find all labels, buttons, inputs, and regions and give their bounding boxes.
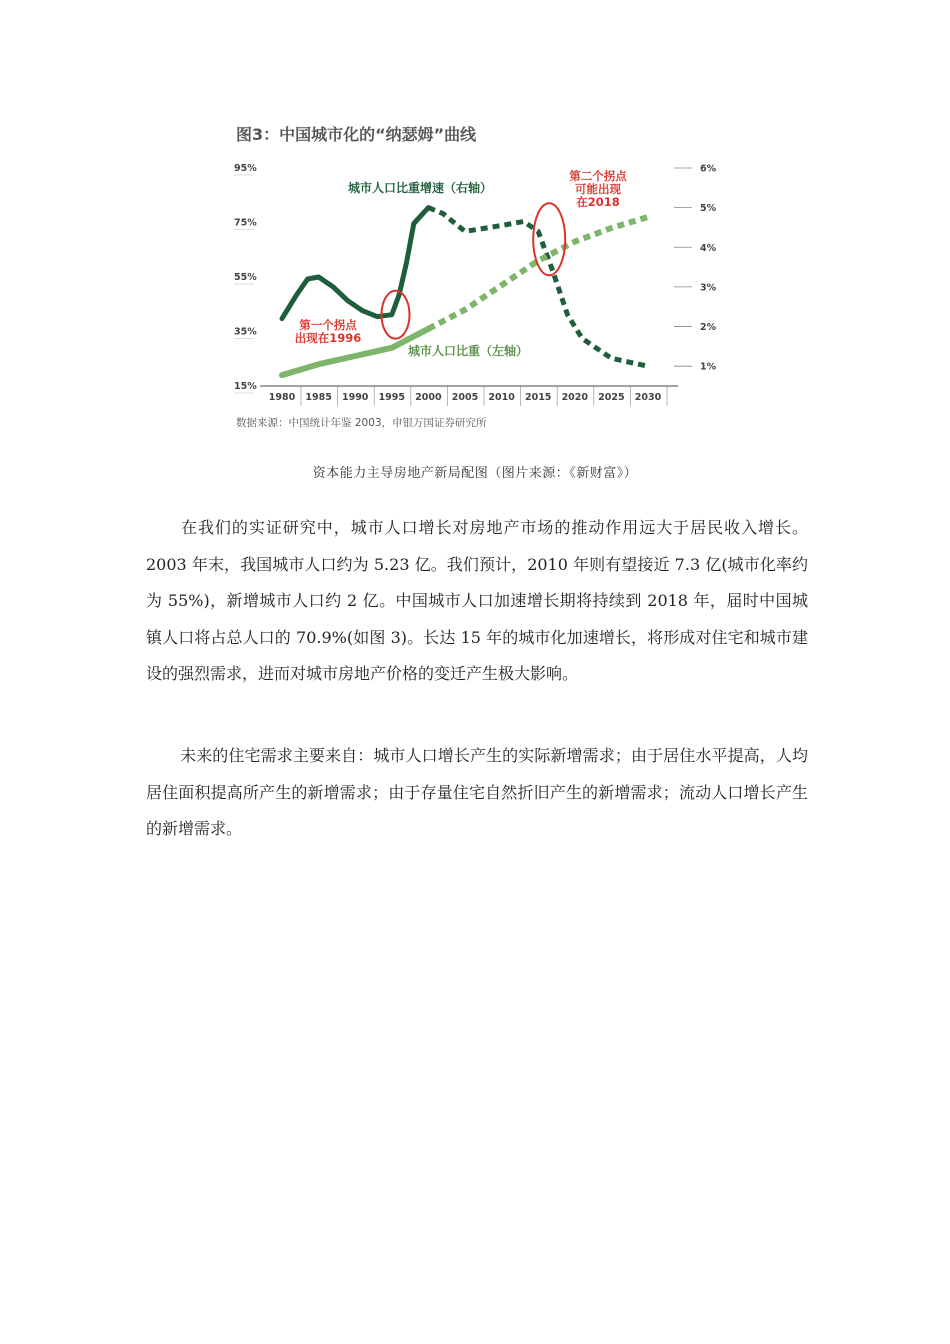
- right-tick-label: 2%: [700, 322, 717, 334]
- x-tick-label: 2010: [488, 392, 515, 403]
- right-tick-label: 3%: [700, 282, 717, 294]
- chart-figure: [228, 118, 728, 438]
- body-paragraph-1: [146, 510, 808, 693]
- x-tick-label: 2030: [634, 392, 662, 403]
- turning-point-label: 第二个拐点: [569, 169, 627, 183]
- turning-point-label: 出现在1996: [294, 331, 362, 345]
- right-tick-label: 5%: [700, 203, 717, 215]
- x-tick-label: 1985: [305, 392, 332, 403]
- chart-annotations: [295, 169, 628, 345]
- left-tick-label: 75%: [234, 217, 257, 229]
- chart-svg: [228, 118, 728, 438]
- chart-title: 图3：中国城市化的“纳瑟姆”曲线: [236, 125, 477, 144]
- x-tick-label: 2020: [561, 392, 589, 403]
- left-tick-label: 35%: [234, 326, 257, 338]
- left-tick-label: 15%: [234, 381, 257, 392]
- turning-point-label: 可能出现: [575, 182, 621, 196]
- turning-point-label: 第一个拐点: [299, 318, 357, 332]
- right-tick-label: 6%: [700, 163, 717, 175]
- right-tick-label: 1%: [700, 361, 717, 373]
- left-tick-label: 55%: [234, 272, 257, 283]
- x-tick-label: 2015: [524, 392, 552, 403]
- right-tick-label: 4%: [700, 242, 717, 254]
- paragraph-text: 未来的住宅需求主要来自：城市人口增长产生的实际新增需求；由于居住水平提高，人均居住面积提高所产生的新增需求；由于存量住宅自然折旧产生的新增需求；流动人口增长产生的新增需求。: [146, 746, 808, 838]
- series-label-growth: 城市人口比重增速（右轴）: [348, 181, 493, 195]
- x-tick-label: 2025: [598, 392, 625, 403]
- x-tick-label: 2000: [415, 392, 442, 403]
- x-tick-label: 2005: [451, 392, 479, 403]
- left-tick-label: 95%: [234, 163, 257, 174]
- turning-point-label: 在2018: [576, 195, 620, 209]
- chart-source: 数据来源：中国统计年鉴 2003，申银万国证券研究所: [236, 417, 487, 429]
- x-tick-label: 1980: [268, 392, 296, 403]
- body-paragraph-2: [146, 738, 808, 848]
- x-tick-label: 1995: [378, 392, 406, 403]
- x-tick-label: 1990: [341, 392, 369, 403]
- series-label-share: 城市人口比重（左轴）: [408, 344, 529, 358]
- paragraph-text: 在我们的实证研究中，城市人口增长对房地产市场的推动作用远大于居民收入增长。2003 年末，我国城市人口约为 5.23 亿。我们预计，2010 年则有望接近 7.3 亿(城市化率约为 55%)，新增城市人口约 2 亿。中国城市人口加速增长期将持续到 2018 年，届时中国城镇人口将占总人口的 70.9%(如图 3)。长达 15 年的城市化加速增长，将形成对住宅和城市建设的强烈需求，进而对城市房地产价格的变迁产生极大影响。: [146, 518, 808, 683]
- figure-caption: 资本能力主导房地产新局配图（图片来源：《新财富》）: [312, 466, 638, 481]
